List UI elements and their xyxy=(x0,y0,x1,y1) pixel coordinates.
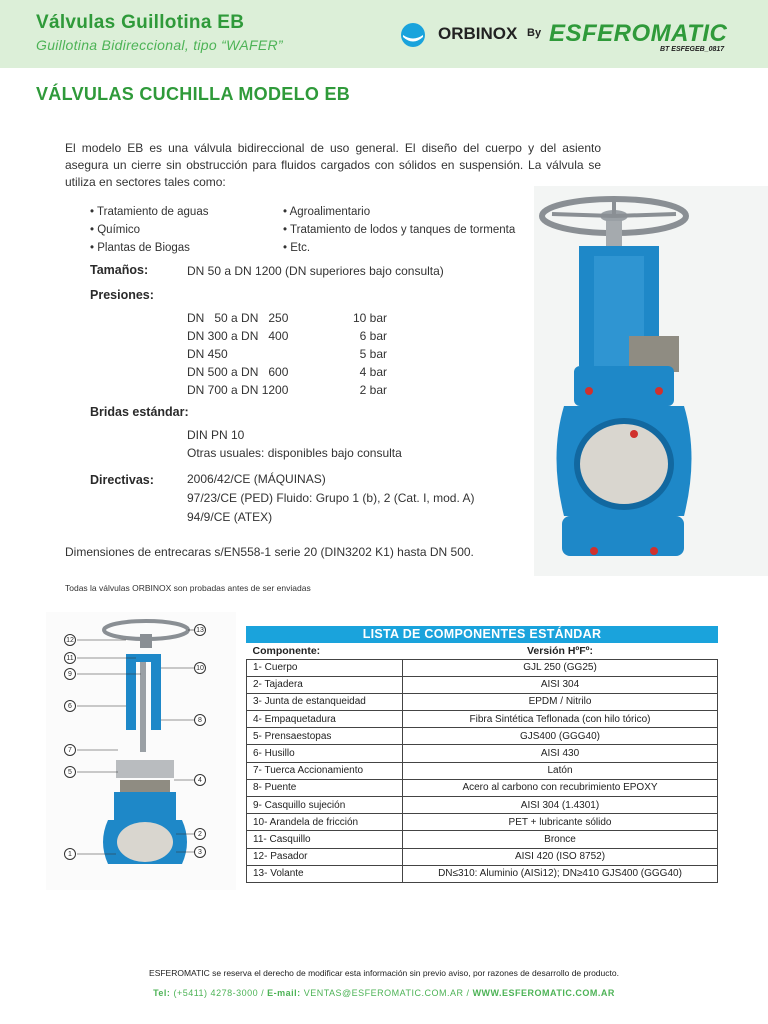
footer-contact xyxy=(0,988,768,998)
table-row xyxy=(247,865,718,882)
list-item: • Agroalimentario xyxy=(283,203,515,221)
pressures-label: Presiones: xyxy=(90,288,154,302)
callout-10: 10 xyxy=(194,662,206,674)
callout-2: 2 xyxy=(194,828,206,840)
footer-disclaimer: ESFEROMATIC se reserva el derecho de modificar esta información sin previo aviso, por razones de desarrollo de producto. xyxy=(149,968,619,978)
pressure-row xyxy=(187,347,387,365)
pressure-row xyxy=(187,329,387,347)
email-label: E-mail: xyxy=(267,988,301,998)
col-header-component: Componente: xyxy=(252,644,321,657)
cell-material: Bronce xyxy=(403,831,718,848)
callout-5: 5 xyxy=(64,766,76,778)
cell-component: 12- Pasador xyxy=(247,848,403,865)
cell-material: GJS400 (GGG40) xyxy=(403,728,718,745)
pressure-value: 10 bar xyxy=(352,311,387,325)
section-title: VÁLVULAS CUCHILLA MODELO EB xyxy=(36,84,351,104)
cell-component: 10- Arandela de fricción xyxy=(247,814,403,831)
by-label: By xyxy=(527,27,542,39)
directive-item: 97/23/CE (PED) Fluido: Grupo 1 (b), 2 (Cat. I, mod. A) xyxy=(187,491,475,505)
pressure-row xyxy=(187,311,387,329)
cell-component: 3- Junta de estanqueidad xyxy=(247,693,403,710)
table-row xyxy=(247,797,718,814)
pressure-range: DN 700 a DN 1200 xyxy=(187,383,289,397)
pressure-value: 2 bar xyxy=(359,383,387,397)
list-item: • Etc. xyxy=(283,239,515,257)
sectors-list-left xyxy=(90,203,208,257)
intro-paragraph: El modelo EB es una válvula bidireccional de uso general. El diseño del cuerpo y del asiento asegura un cierre sin obstrucción para fluidos cargados con sólidos en suspensión. La válvula se utiliza en sectores tales como: xyxy=(65,141,601,189)
valve-photo xyxy=(534,186,768,576)
header-band xyxy=(0,0,768,68)
table-row xyxy=(247,745,718,762)
cell-material: Latón xyxy=(403,762,718,779)
cell-component: 13- Volante xyxy=(247,865,403,882)
pressure-row xyxy=(187,383,387,401)
cell-component: 8- Puente xyxy=(247,779,403,796)
doc-subtitle: Guillotina Bidireccional, tipo “WAFER” xyxy=(36,37,283,53)
separator: / xyxy=(261,988,265,998)
pressure-range: DN 500 a DN 600 xyxy=(187,365,289,379)
list-item: • Plantas de Biogas xyxy=(90,239,208,257)
esferomatic-logo-text: ESFEROMATIC xyxy=(549,20,728,47)
pressure-row xyxy=(187,365,387,383)
email-link[interactable]: VENTAS@ESFEROMATIC.COM.AR xyxy=(303,988,464,998)
callout-1: 1 xyxy=(64,848,76,860)
cell-material: AISI 420 (ISO 8752) xyxy=(403,848,718,865)
pressure-value: 6 bar xyxy=(359,329,387,343)
components-table xyxy=(246,643,718,883)
orbinox-logo-text: ORBINOX xyxy=(438,24,518,43)
exploded-diagram xyxy=(46,612,236,890)
callout-6: 6 xyxy=(64,700,76,712)
doc-title: Válvulas Guillotina EB xyxy=(36,12,245,33)
table-row xyxy=(247,728,718,745)
table-row xyxy=(247,693,718,710)
callout-11: 11 xyxy=(64,652,76,664)
tel-number: (+5411) 4278-3000 xyxy=(173,988,259,998)
callout-8: 8 xyxy=(194,714,206,726)
table-header-row xyxy=(247,643,718,659)
cell-material: PET + lubricante sólido xyxy=(403,814,718,831)
pressure-value: 4 bar xyxy=(359,365,387,379)
cell-component: 6- Husillo xyxy=(247,745,403,762)
cell-component: 9- Casquillo sujeción xyxy=(247,797,403,814)
valve-photo-illustration xyxy=(534,186,768,576)
directive-item: 2006/42/CE (MÁQUINAS) xyxy=(187,472,326,486)
sectors-list-right xyxy=(283,203,515,257)
cell-component: 1- Cuerpo xyxy=(247,659,403,676)
cell-material: AISI 304 xyxy=(403,676,718,693)
callout-13: 13 xyxy=(194,624,206,636)
cell-material: GJL 250 (GG25) xyxy=(403,659,718,676)
orbinox-logo-icon xyxy=(400,22,426,48)
callout-7: 7 xyxy=(64,744,76,756)
cell-material: AISI 304 (1.4301) xyxy=(403,797,718,814)
cell-component: 2- Tajadera xyxy=(247,676,403,693)
cell-material: DN≤310: Aluminio (AISi12); DN≥410 GJS400 (GGG40) xyxy=(403,865,718,882)
components-table-title: LISTA DE COMPONENTES ESTÁNDAR xyxy=(246,626,718,643)
list-item: • Tratamiento de lodos y tanques de tormenta xyxy=(283,221,515,239)
tested-note: Todas la válvulas ORBINOX son probadas antes de ser enviadas xyxy=(65,583,311,593)
pressure-range: DN 300 a DN 400 xyxy=(187,329,289,343)
pressure-range: DN 450 xyxy=(187,347,228,361)
cell-component: 5- Prensaestopas xyxy=(247,728,403,745)
flanges-other: Otras usuales: disponibles bajo consulta xyxy=(187,446,402,460)
table-row xyxy=(247,814,718,831)
document-code: BT ESFEGEB_0817 xyxy=(660,46,725,53)
cell-material: Fibra Sintética Teflonada (con hilo tórico) xyxy=(403,711,718,728)
cell-component: 7- Tuerca Accionamiento xyxy=(247,762,403,779)
table-row xyxy=(247,848,718,865)
flanges-label: Bridas estándar: xyxy=(90,405,189,419)
directives-label: Directivas: xyxy=(90,473,154,487)
dimensions-note: Dimensiones de entrecaras s/EN558-1 serie 20 (DIN3202 K1) hasta DN 500. xyxy=(65,545,474,559)
pressure-value: 5 bar xyxy=(359,347,387,361)
callout-12: 12 xyxy=(64,634,76,646)
table-row xyxy=(247,831,718,848)
flanges-value: DIN PN 10 xyxy=(187,428,245,442)
table-row xyxy=(247,659,718,676)
cell-component: 11- Casquillo xyxy=(247,831,403,848)
callout-9: 9 xyxy=(64,668,76,680)
directive-item: 94/9/CE (ATEX) xyxy=(187,510,273,524)
pressure-range: DN 50 a DN 250 xyxy=(187,311,289,325)
callout-4: 4 xyxy=(194,774,206,786)
tel-label: Tel: xyxy=(153,988,171,998)
table-row xyxy=(247,779,718,796)
cell-component: 4- Empaquetadura xyxy=(247,711,403,728)
cell-material: AISI 430 xyxy=(403,745,718,762)
callout-3: 3 xyxy=(194,846,206,858)
cell-material: EPDM / Nitrilo xyxy=(403,693,718,710)
website-link[interactable]: WWW.ESFEROMATIC.COM.AR xyxy=(472,988,615,998)
col-header-version: Versión HºFº: xyxy=(526,644,593,657)
table-row xyxy=(247,711,718,728)
separator: / xyxy=(466,988,470,998)
table-row xyxy=(247,762,718,779)
sizes-label: Tamaños: xyxy=(90,263,149,277)
sizes-value: DN 50 a DN 1200 (DN superiores bajo consulta) xyxy=(187,264,444,278)
list-item: • Químico xyxy=(90,221,208,239)
list-item: • Tratamiento de aguas xyxy=(90,203,208,221)
cell-material: Acero al carbono con recubrimiento EPOXY xyxy=(403,779,718,796)
table-row xyxy=(247,676,718,693)
